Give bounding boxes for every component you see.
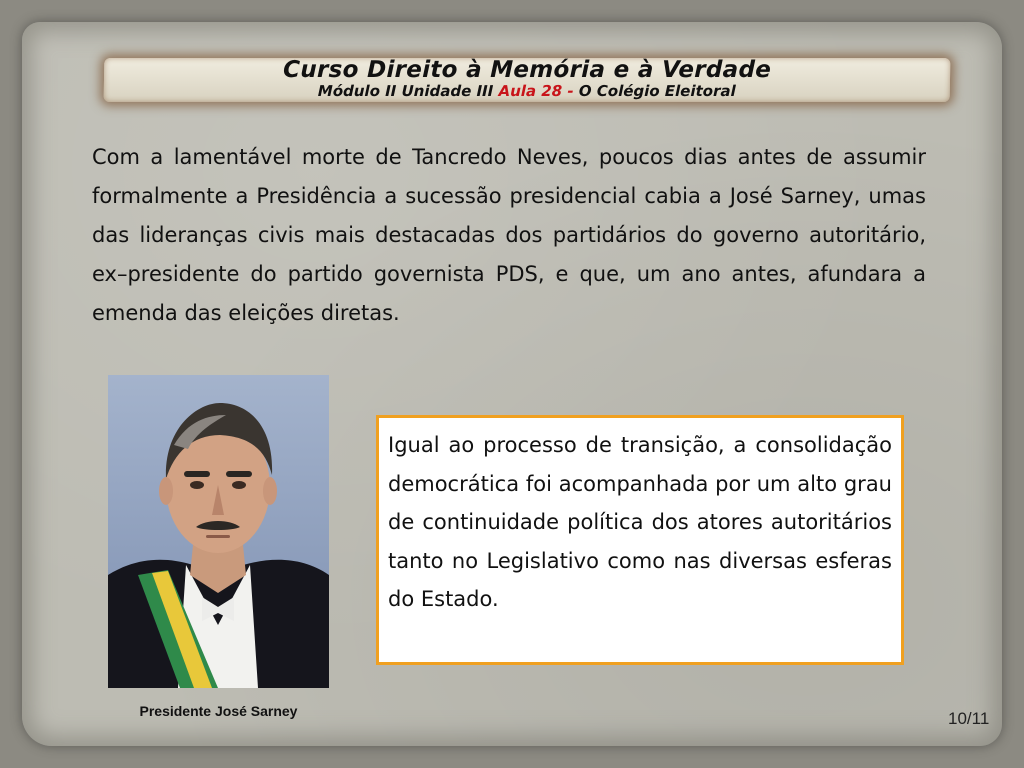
portrait-illustration <box>108 375 329 688</box>
subtitle-suffix: O Colégio Eleitoral <box>573 82 736 100</box>
subtitle-prefix: Módulo II Unidade III <box>317 82 499 100</box>
portrait-caption: Presidente José Sarney <box>139 703 298 719</box>
intro-paragraph: Com a lamentável morte de Tancredo Neves, poucos dias antes de assumir formalmente a Presidência a sucessão presidencial cabia a José Sarney, umas das lideranças civis mais destacadas dos partidários do governo autoritário, ex–presidente do partido governista PDS, e que, um ano antes, afundara a emenda das eleições diretas. <box>92 145 926 325</box>
page-number: 10/11 <box>948 709 990 728</box>
highlight-textbox: Igual ao processo de transição, a consolidação democrática foi acompanhada por um alto grau de continuidade política dos atores autoritários tanto no Legislativo como nas diversas esferas do Estado. <box>376 415 904 665</box>
slide-title: Curso Direito à Memória e à Verdade <box>282 57 772 83</box>
portrait-photo <box>108 375 329 688</box>
subtitle-highlight: Aula 28 - <box>498 82 574 100</box>
slide-subtitle <box>104 83 950 99</box>
title-banner <box>104 58 951 102</box>
